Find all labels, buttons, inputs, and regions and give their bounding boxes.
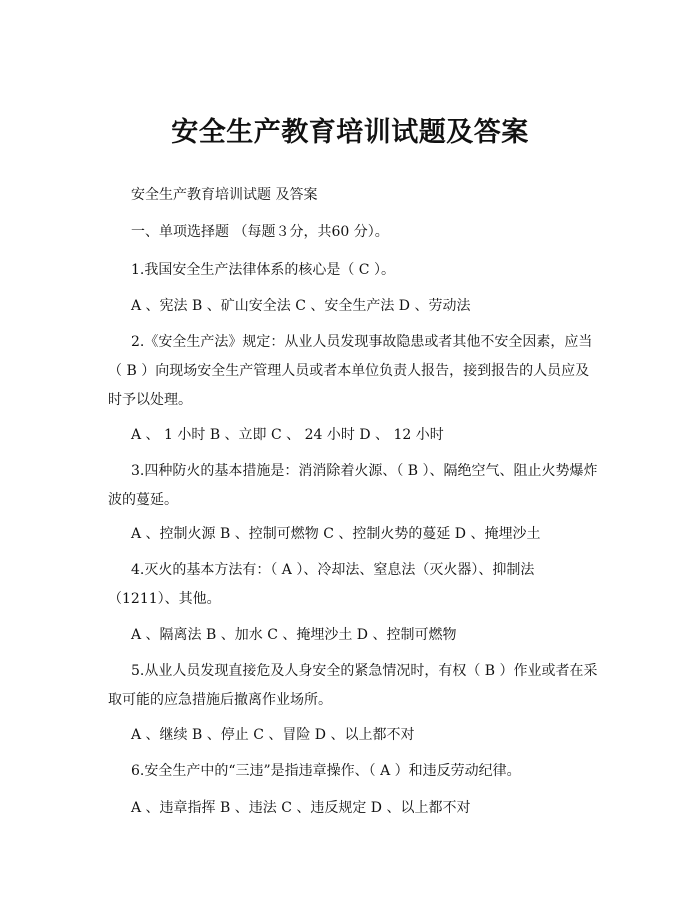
question-text: 从业人员发现直接危及人身安全的紧急情况时，有权（ B ）作业或者在采取可能的应急措施后撤离作业场所。 (108, 663, 598, 708)
question-3 (108, 457, 598, 515)
question-3-options: A 、控制火源 B 、控制可燃物 C 、控制火势的蔓延 D 、掩埋沙土 (131, 526, 541, 542)
question-number: 4. (131, 562, 145, 578)
question-4 (108, 556, 598, 614)
question-number: 6. (131, 763, 145, 779)
question-number: 2. (131, 334, 145, 350)
question-4-options: A 、隔离法 B 、加水 C 、掩埋沙土 D 、控制可燃物 (131, 627, 457, 643)
question-6-options: A 、违章指挥 B 、违法 C 、违反规定 D 、以上都不对 (131, 800, 471, 816)
question-number: 1. (131, 262, 145, 278)
question-2-options: A 、 1 小时 B 、立即 C 、 24 小时 D 、 12 小时 (131, 427, 444, 443)
question-5 (108, 657, 598, 715)
question-text: 四种防火的基本措施是：消消除着火源、（ B ）、隔绝空气、阻止火势爆炸波的蔓延。 (108, 463, 598, 508)
document-subtitle: 安全生产教育培训试题 及答案 (131, 187, 318, 203)
question-text: 我国安全生产法律体系的核心是（ C ）。 (144, 262, 395, 278)
question-1 (131, 261, 395, 279)
question-6 (131, 762, 521, 780)
question-2 (108, 328, 598, 415)
question-number: 3. (131, 463, 145, 479)
question-text: 《安全生产法》规定：从业人员发现事故隐患或者其他不安全因素，应当（ B ）向现场安全生产管理人员或者本单位负责人报告，接到报告的人员应及时予以处理。 (108, 334, 593, 408)
question-text: 灭火的基本方法有：（ A ）、冷却法、窒息法（灭火器）、抑制法（1211）、其他。 (108, 562, 535, 607)
question-5-options: A 、继续 B 、停止 C 、冒险 D 、以上都不对 (131, 727, 415, 743)
question-1-options: A 、宪法 B 、矿山安全法 C 、安全生产法 D 、劳动法 (131, 298, 471, 314)
document-title: 安全生产教育培训试题及答案 (171, 117, 529, 148)
question-number: 5. (131, 663, 145, 679)
section-heading: 一、单项选择题 （每题３分，共60 分）。 (131, 224, 389, 240)
question-text: 安全生产中的“三违”是指违章操作、（ A ）和违反劳动纪律。 (144, 763, 521, 779)
